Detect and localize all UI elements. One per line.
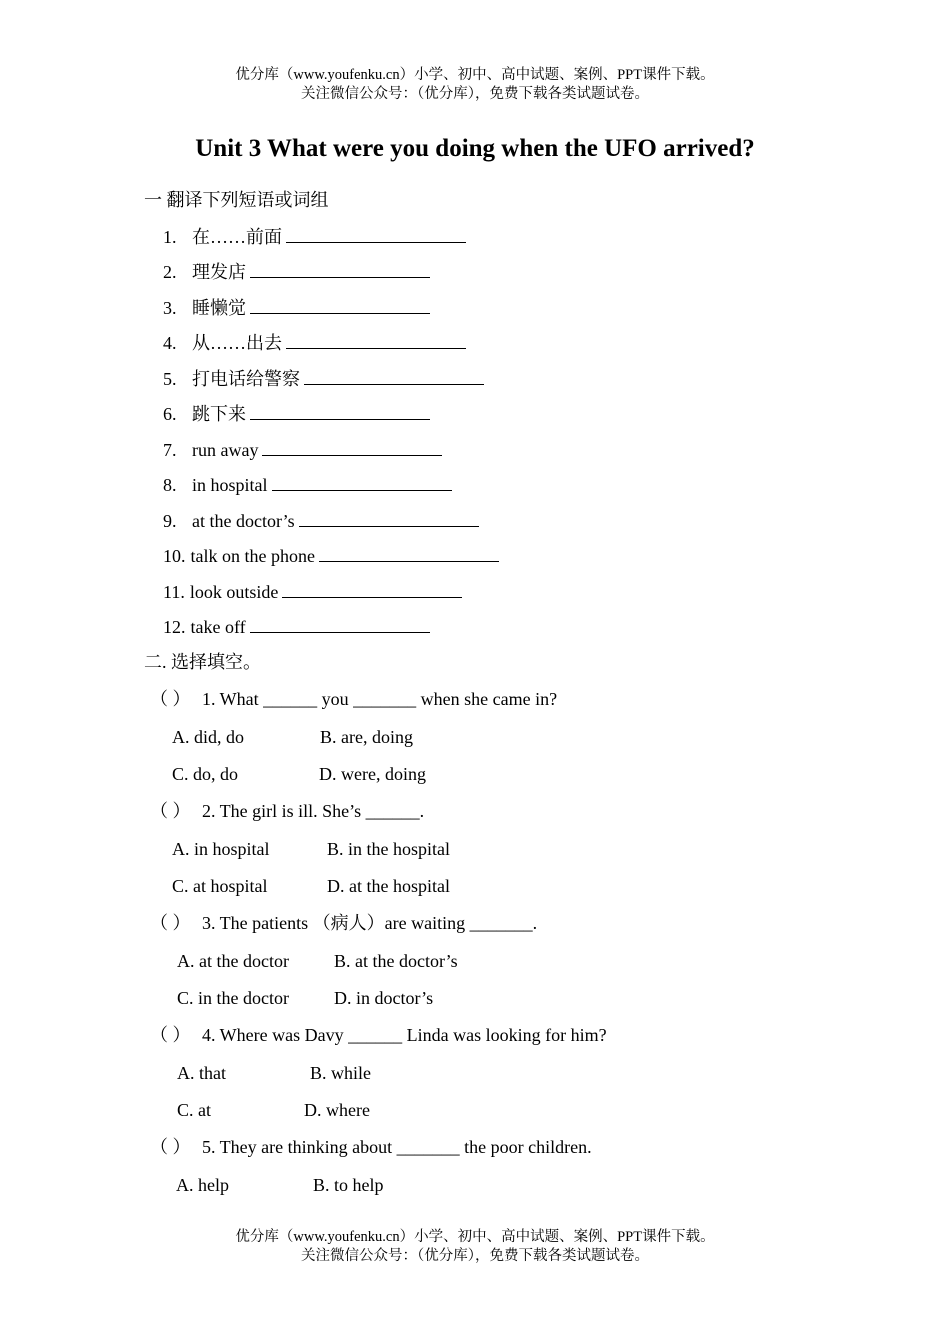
question-4: [150, 1023, 607, 1047]
option-c: C. do, do: [172, 764, 239, 784]
answer-paren[interactable]: （ ）: [150, 1137, 191, 1157]
item-number: 8.: [163, 475, 177, 495]
question-text: 2. The girl is ill. She’s ______.: [202, 801, 425, 821]
item-text: take off: [190, 617, 246, 637]
item-number: 3.: [163, 298, 177, 318]
item-text: 睡懒觉: [192, 298, 246, 318]
item-number: 6.: [163, 404, 177, 424]
translation-item: [163, 579, 462, 604]
option-d: D. where: [304, 1100, 370, 1120]
footer-line-1: 优分库（www.youfenku.cn）小学、初中、高中试题、案例、PPT课件下载。: [235, 1229, 715, 1245]
item-text: talk on the phone: [190, 546, 315, 566]
translation-item: [163, 295, 430, 320]
footer-line-2: 关注微信公众号：（优分库），免费下载各类试题试卷。: [301, 1248, 649, 1264]
document-title: Unit 3 What were you doing when the UFO arrived?: [195, 135, 755, 162]
answer-blank[interactable]: [250, 401, 430, 420]
question-3: [150, 911, 537, 935]
item-text: 从……出去: [192, 333, 282, 353]
translation-item: [163, 224, 466, 249]
answer-blank[interactable]: [262, 437, 442, 456]
item-number: 12.: [163, 617, 186, 637]
answer-paren[interactable]: （ ）: [150, 689, 191, 709]
option-c: C. at hospital: [172, 876, 268, 896]
answer-blank[interactable]: [304, 366, 484, 385]
answer-blank[interactable]: [250, 614, 430, 633]
translation-item: [163, 366, 484, 391]
item-number: 10.: [163, 546, 186, 566]
question-text: 1. What ______ you _______ when she came in?: [202, 689, 558, 709]
question-text: 5. They are thinking about _______ the poor children.: [202, 1137, 592, 1157]
translation-item: [163, 437, 442, 462]
question-text: 3. The patients （病人）are waiting _______.: [202, 913, 538, 933]
item-number: 9.: [163, 511, 177, 531]
item-number: 5.: [163, 369, 177, 389]
answer-blank[interactable]: [286, 330, 466, 349]
item-number: 1.: [163, 227, 177, 247]
option-c: C. at: [177, 1100, 211, 1120]
page-footer: [0, 1228, 950, 1266]
item-text: 在……前面: [192, 227, 282, 247]
header-line-2: 关注微信公众号：（优分库），免费下载各类试题试卷。: [301, 86, 649, 102]
answer-blank[interactable]: [282, 579, 462, 598]
option-a: A. help: [176, 1175, 229, 1195]
option-c: C. in the doctor: [177, 988, 289, 1008]
option-d: D. were, doing: [319, 764, 426, 784]
option-a: A. at the doctor: [177, 951, 289, 971]
translation-item: [163, 259, 430, 284]
answer-paren[interactable]: （ ）: [150, 1025, 191, 1045]
translation-item: [163, 472, 452, 497]
option-d: D. in doctor’s: [334, 988, 434, 1008]
option-d: D. at the hospital: [327, 876, 450, 896]
answer-paren[interactable]: （ ）: [150, 801, 191, 821]
item-text: 理发店: [192, 262, 246, 282]
option-a: A. that: [177, 1063, 226, 1083]
item-number: 4.: [163, 333, 177, 353]
answer-blank[interactable]: [299, 508, 479, 527]
translation-item: [163, 614, 430, 639]
answer-blank[interactable]: [272, 472, 452, 491]
page-header: [0, 66, 950, 104]
option-b: B. while: [310, 1063, 371, 1083]
question-1: [150, 687, 557, 711]
header-line-1: 优分库（www.youfenku.cn）小学、初中、高中试题、案例、PPT课件下载。: [235, 67, 715, 83]
item-text: at the doctor’s: [192, 511, 295, 531]
item-number: 7.: [163, 440, 177, 460]
translation-item: [163, 401, 430, 426]
item-number: 2.: [163, 262, 177, 282]
answer-blank[interactable]: [250, 295, 430, 314]
option-a: A. did, do: [172, 727, 244, 747]
translation-item: [163, 330, 466, 355]
option-a: A. in hospital: [172, 839, 270, 859]
question-2: [150, 799, 424, 823]
question-5: [150, 1135, 592, 1159]
option-b: B. to help: [313, 1175, 384, 1195]
item-text: run away: [192, 440, 259, 460]
item-text: look outside: [189, 582, 279, 602]
question-text: 4. Where was Davy ______ Linda was looking for him?: [202, 1025, 607, 1045]
section-2-title: 二. 选择填空。: [144, 652, 261, 672]
item-text: 打电话给警察: [192, 369, 300, 389]
item-text: in hospital: [192, 475, 268, 495]
option-b: B. at the doctor’s: [334, 951, 458, 971]
answer-blank[interactable]: [286, 224, 466, 243]
answer-paren[interactable]: （ ）: [150, 913, 191, 933]
option-b: B. are, doing: [320, 727, 413, 747]
section-1-title: 一 翻译下列短语或词组: [144, 190, 329, 210]
option-b: B. in the hospital: [327, 839, 450, 859]
item-text: 跳下来: [192, 404, 246, 424]
translation-item: [163, 508, 479, 533]
translation-item: [163, 543, 499, 568]
answer-blank[interactable]: [250, 259, 430, 278]
answer-blank[interactable]: [319, 543, 499, 562]
item-number: 11.: [163, 582, 185, 602]
